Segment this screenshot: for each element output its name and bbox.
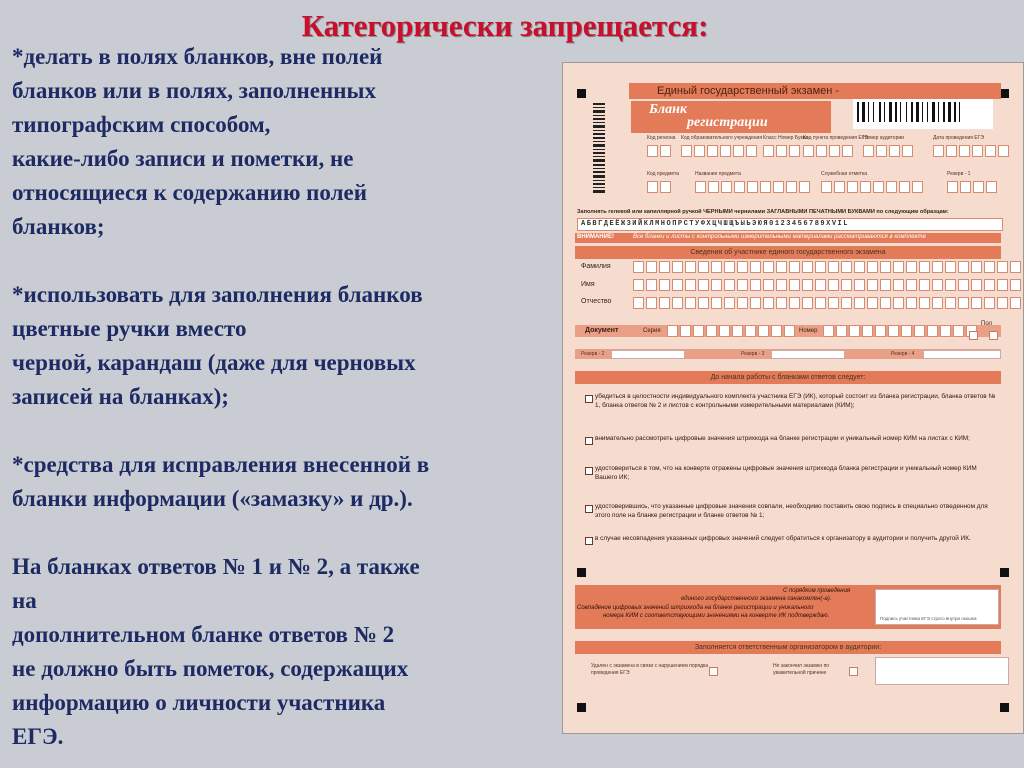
bullet-checkbox: [585, 437, 593, 445]
entry-box: [745, 325, 756, 337]
entry-box: [737, 297, 748, 309]
entry-box: [919, 261, 930, 273]
entry-box: [958, 261, 969, 273]
entry-box: [953, 325, 964, 337]
sex-male-box: [969, 331, 978, 340]
entry-box: [815, 297, 826, 309]
text-line: какие-либо записи и пометки, не: [12, 146, 354, 171]
entry-box: [854, 297, 865, 309]
corner-mark: [577, 703, 586, 712]
text-line: относящиеся к содержанию полей: [12, 180, 367, 205]
entry-box: [750, 261, 761, 273]
entry-box: [707, 145, 718, 157]
entry-box: [786, 181, 797, 193]
entry-box: [919, 297, 930, 309]
text-line: информацию о личности участника: [12, 690, 386, 715]
entry-box: [802, 261, 813, 273]
label-name: Имя: [581, 281, 595, 288]
form-title-line1: Бланк: [649, 102, 687, 117]
text-line: не должно быть пометок, содержащих: [12, 656, 409, 681]
label-surname: Фамилия: [581, 263, 611, 270]
entry-box: [646, 297, 657, 309]
code-boxes: [821, 181, 923, 193]
entry-box: [932, 279, 943, 291]
code-label: Код региона: [647, 135, 676, 141]
entry-box: [776, 279, 787, 291]
entry-box: [828, 261, 839, 273]
instruction-item: удостоверившись, что указанные цифровые значения совпали, необходимо поставить свою подпись в специально отведенном для этого поле на бланке регистрации и бланке ответов № 1;: [595, 503, 988, 519]
entry-box: [694, 145, 705, 157]
reserve-2-field: [611, 350, 685, 359]
vertical-barcode: [593, 103, 605, 193]
entry-box: [693, 325, 704, 337]
code-boxes: [863, 145, 913, 157]
entry-box: [973, 181, 984, 193]
label-reserve-2: Резерв - 2: [581, 351, 605, 357]
entry-box: [784, 325, 795, 337]
section-before-title: До начала работы с бланками ответов следует:: [710, 374, 866, 381]
entry-box: [815, 261, 826, 273]
code-label: Название предмета: [695, 171, 741, 177]
name-boxes: [633, 279, 1021, 291]
entry-box: [724, 279, 735, 291]
entry-box: [985, 145, 996, 157]
section-participant-title: Сведения об участнике единого государственного экзамена: [690, 249, 886, 256]
entry-box: [847, 181, 858, 193]
sample-chars: АБВГДЕЁЖЗИЙКЛМНОПРСТУФХЦЧШЩЪЫЬЭЮЯ0123456789XVIL: [581, 220, 849, 228]
entry-box: [863, 145, 874, 157]
entry-box: [829, 145, 840, 157]
entry-box: [732, 325, 743, 337]
entry-box: [841, 261, 852, 273]
entry-box: [828, 279, 839, 291]
bullet-checkbox: [585, 505, 593, 513]
sex-female-box: [989, 331, 998, 340]
entry-box: [867, 279, 878, 291]
text-line: черной, карандаш (даже для черновых: [12, 350, 416, 375]
entry-box: [695, 181, 706, 193]
text-line: типографским способом,: [12, 112, 271, 137]
entry-box: [698, 261, 709, 273]
entry-box: [998, 145, 1009, 157]
entry-box: [721, 181, 732, 193]
entry-box: [672, 297, 683, 309]
entry-box: [947, 181, 958, 193]
entry-box: [681, 145, 692, 157]
code-label: Код предмета: [647, 171, 680, 177]
entry-box: [633, 261, 644, 273]
not-completed-checkbox: [849, 667, 858, 676]
entry-box: [758, 325, 769, 337]
reserve-3-field: [771, 350, 845, 359]
entry-box: [802, 279, 813, 291]
code-label: Код пункта проведения ЕГЭ: [803, 135, 869, 141]
code-boxes: [933, 145, 1009, 157]
entry-box: [633, 297, 644, 309]
label-reserve-4: Резерв - 4: [891, 351, 915, 357]
entry-box: [959, 145, 970, 157]
entry-box: [867, 297, 878, 309]
entry-box: [899, 181, 910, 193]
entry-box: [789, 279, 800, 291]
entry-box: [880, 279, 891, 291]
instruction-item: в случае несовпадения указанных цифровых значений следует обратиться к организатору в аудитории и получить другой ИК.: [595, 535, 971, 542]
entry-box: [946, 145, 957, 157]
entry-box: [986, 181, 997, 193]
corner-mark: [1000, 703, 1009, 712]
surname-boxes: [633, 261, 1021, 273]
entry-box: [789, 261, 800, 273]
attention-label: ВНИМАНИЕ!: [577, 234, 614, 240]
entry-box: [646, 279, 657, 291]
text-line: ЕГЭ.: [12, 724, 64, 749]
entry-box: [647, 145, 658, 157]
entry-box: [906, 261, 917, 273]
entry-box: [876, 145, 887, 157]
entry-box: [724, 297, 735, 309]
entry-box: [914, 325, 925, 337]
organizer-signature-box: [875, 657, 1009, 685]
entry-box: [971, 261, 982, 273]
text-line: бланки информации («замазку» и др.).: [12, 486, 413, 511]
entry-box: [747, 181, 758, 193]
entry-box: [750, 279, 761, 291]
entry-box: [680, 325, 691, 337]
code-boxes: [681, 145, 757, 157]
entry-box: [711, 297, 722, 309]
section-organizer-title: Заполняется ответственным организатором в аудитории:: [694, 644, 882, 651]
entry-box: [867, 261, 878, 273]
entry-box: [945, 279, 956, 291]
attention-bar: [575, 233, 1001, 243]
entry-box: [789, 297, 800, 309]
entry-box: [659, 261, 670, 273]
agree-line-2: единого государственного экзамена ознакомлен(-а).: [681, 596, 832, 602]
patronymic-boxes: [633, 297, 1021, 309]
entry-box: [906, 297, 917, 309]
entry-box: [902, 145, 913, 157]
entry-box: [828, 297, 839, 309]
entry-box: [919, 279, 930, 291]
entry-box: [737, 261, 748, 273]
entry-box: [893, 297, 904, 309]
form-title-line2: регистрации: [687, 115, 768, 130]
entry-box: [854, 279, 865, 291]
agree-line-1: С порядком проведения: [783, 588, 851, 594]
entry-box: [971, 279, 982, 291]
code-boxes: [763, 145, 800, 157]
label-series: Серия: [643, 328, 661, 334]
bullet-checkbox: [585, 467, 593, 475]
entry-box: [776, 145, 787, 157]
entry-box: [971, 297, 982, 309]
corner-mark: [577, 89, 586, 98]
text-line: дополнительном бланке ответов № 2: [12, 622, 395, 647]
entry-box: [773, 181, 784, 193]
entry-box: [750, 297, 761, 309]
label-reserve-3: Резерв - 3: [741, 351, 765, 357]
text-line: *использовать для заполнения бланков: [12, 282, 423, 307]
signature-box: [875, 589, 999, 625]
entry-box: [708, 181, 719, 193]
entry-box: [659, 297, 670, 309]
entry-box: [1010, 261, 1021, 273]
entry-box: [776, 261, 787, 273]
entry-box: [698, 297, 709, 309]
entry-box: [667, 325, 678, 337]
label-sex: Пол: [981, 321, 993, 327]
entry-box: [763, 261, 774, 273]
text-line: бланков или в полях, заполненных: [12, 78, 376, 103]
code-label: Класс Номер Буква: [763, 135, 809, 141]
entry-box: [706, 325, 717, 337]
signature-caption: Подпись участника ЕГЭ строго внутри окошка: [880, 616, 977, 621]
removed-checkbox: [709, 667, 718, 676]
entry-box: [771, 325, 782, 337]
entry-box: [698, 279, 709, 291]
number-boxes: [823, 325, 977, 337]
agree-line-4: номера КИМ с соответствующими значениями на конверте ИК подтверждаю.: [603, 613, 830, 619]
entry-box: [997, 279, 1008, 291]
entry-box: [733, 145, 744, 157]
code-boxes: [647, 181, 671, 193]
entry-box: [862, 325, 873, 337]
code-label: Резерв - 1: [947, 171, 971, 177]
text-line: бланков;: [12, 214, 105, 239]
entry-box: [1010, 279, 1021, 291]
entry-box: [685, 297, 696, 309]
series-boxes: [667, 325, 795, 337]
entry-box: [945, 297, 956, 309]
entry-box: [763, 279, 774, 291]
code-boxes: [947, 181, 997, 193]
entry-box: [940, 325, 951, 337]
entry-box: [672, 261, 683, 273]
entry-box: [746, 145, 757, 157]
entry-box: [734, 181, 745, 193]
entry-box: [789, 145, 800, 157]
paragraph-gap: [12, 414, 552, 448]
text-line: записей на бланках);: [12, 384, 229, 409]
removed-text: Удален с экзамена в связи с нарушением порядка проведения ЕГЭ: [591, 663, 709, 676]
code-boxes: [647, 145, 671, 157]
code-label: Код образовательного учреждения: [681, 135, 763, 141]
text-line: *средства для исправления внесенной в: [12, 452, 430, 477]
section-organizer-band: [575, 641, 1001, 654]
corner-mark: [577, 568, 586, 577]
entry-box: [841, 297, 852, 309]
entry-box: [888, 325, 899, 337]
entry-box: [802, 297, 813, 309]
entry-box: [724, 261, 735, 273]
entry-box: [932, 297, 943, 309]
entry-box: [880, 297, 891, 309]
corner-mark: [1000, 568, 1009, 577]
entry-box: [763, 145, 774, 157]
entry-box: [906, 279, 917, 291]
entry-box: [659, 279, 670, 291]
entry-box: [997, 261, 1008, 273]
entry-box: [893, 261, 904, 273]
entry-box: [646, 261, 657, 273]
sample-chars-strip: [577, 218, 1003, 231]
entry-box: [720, 145, 731, 157]
entry-box: [880, 261, 891, 273]
form-header-bar: [629, 83, 1001, 99]
entry-box: [660, 145, 671, 157]
entry-box: [912, 181, 923, 193]
section-before-band: [575, 371, 1001, 384]
code-label: Номер аудитории: [863, 135, 904, 141]
horizontal-barcode: [853, 99, 993, 129]
text-line: цветные ручки вместо: [12, 316, 247, 341]
not-completed-text: Не закончил экзамен по уважительной причине: [773, 663, 830, 676]
section-participant-band: [575, 246, 1001, 259]
entry-box: [842, 145, 853, 157]
registration-form-image: [562, 62, 1024, 734]
entry-box: [873, 181, 884, 193]
entry-box: [984, 279, 995, 291]
entry-box: [997, 297, 1008, 309]
entry-box: [927, 325, 938, 337]
entry-box: [984, 297, 995, 309]
bullet-checkbox: [585, 395, 593, 403]
code-boxes: [695, 181, 810, 193]
instruction-item: внимательно рассмотреть цифровые значения штрихкода на бланке регистрации и уникальный номер КИМ на листах с КИМ;: [595, 435, 970, 442]
entry-box: [932, 261, 943, 273]
entry-box: [854, 261, 865, 273]
text-line: на: [12, 588, 37, 613]
entry-box: [776, 297, 787, 309]
agree-line-3: Совпадение цифровых значений штрихкода на бланке регистрации и уникального: [577, 605, 814, 611]
label-number: Номер: [799, 328, 818, 334]
entry-box: [763, 297, 774, 309]
instruction-item: удостовериться в том, что на конверте отражены цифровые значения штрихкода бланка регистрации и уникальный номер КИМ Вашего ИК;: [595, 465, 977, 481]
entry-box: [633, 279, 644, 291]
entry-box: [958, 297, 969, 309]
entry-box: [836, 325, 847, 337]
entry-box: [933, 145, 944, 157]
text-line: На бланках ответов № 1 и № 2, а также: [12, 554, 420, 579]
label-patronymic: Отчество: [581, 298, 612, 305]
code-label: Служебная отметка: [821, 171, 868, 177]
entry-box: [647, 181, 658, 193]
bullet-checkbox: [585, 537, 593, 545]
slide-body-text: [12, 40, 552, 754]
entry-box: [1010, 297, 1021, 309]
paragraph-gap: [12, 244, 552, 278]
entry-box: [737, 279, 748, 291]
code-boxes: [803, 145, 853, 157]
label-document: Документ: [585, 327, 619, 334]
entry-box: [719, 325, 730, 337]
agreement-block: [575, 585, 1001, 629]
entry-box: [660, 181, 671, 193]
entry-box: [875, 325, 886, 337]
entry-box: [945, 261, 956, 273]
code-label: Дата проведения ЕГЭ: [933, 135, 984, 141]
text-line: *делать в полях бланков, вне полей: [12, 44, 383, 69]
entry-box: [841, 279, 852, 291]
entry-box: [672, 279, 683, 291]
reserve-4-field: [923, 350, 1001, 359]
entry-box: [834, 181, 845, 193]
entry-box: [815, 279, 826, 291]
entry-box: [889, 145, 900, 157]
entry-box: [984, 261, 995, 273]
form-header-text: Единый государственный экзамен -: [657, 85, 840, 97]
entry-box: [685, 279, 696, 291]
entry-box: [803, 145, 814, 157]
entry-box: [760, 181, 771, 193]
paragraph-gap: [12, 516, 552, 550]
instruction-item: убедиться в целостности индивидуального комплекта участника ЕГЭ (ИК), который состоит из бланка регистрации, бланка ответов № 1, бланка ответов № 2 и листов с контрольными измерительными материалами (КИМ);: [595, 393, 996, 409]
form-title-block: [631, 101, 831, 133]
entry-box: [849, 325, 860, 337]
sample-instruction: Заполнять гелевой или капиллярной ручкой ЧЕРНЫМИ чернилами ЗАГЛАВНЫМИ ПЕЧАТНЫМИ БУКВАМИ по следующим образцам:: [577, 209, 949, 215]
entry-box: [893, 279, 904, 291]
corner-mark: [1000, 89, 1009, 98]
entry-box: [823, 325, 834, 337]
entry-box: [711, 279, 722, 291]
entry-box: [860, 181, 871, 193]
entry-box: [799, 181, 810, 193]
entry-box: [821, 181, 832, 193]
entry-box: [711, 261, 722, 273]
entry-box: [685, 261, 696, 273]
entry-box: [886, 181, 897, 193]
attention-text: Все бланки и листы с контрольными измерительными материалами рассматриваются в комплекте: [633, 234, 926, 240]
entry-box: [958, 279, 969, 291]
entry-box: [960, 181, 971, 193]
entry-box: [972, 145, 983, 157]
slide-title: Категорически запрещается:: [301, 8, 709, 43]
entry-box: [901, 325, 912, 337]
entry-box: [816, 145, 827, 157]
